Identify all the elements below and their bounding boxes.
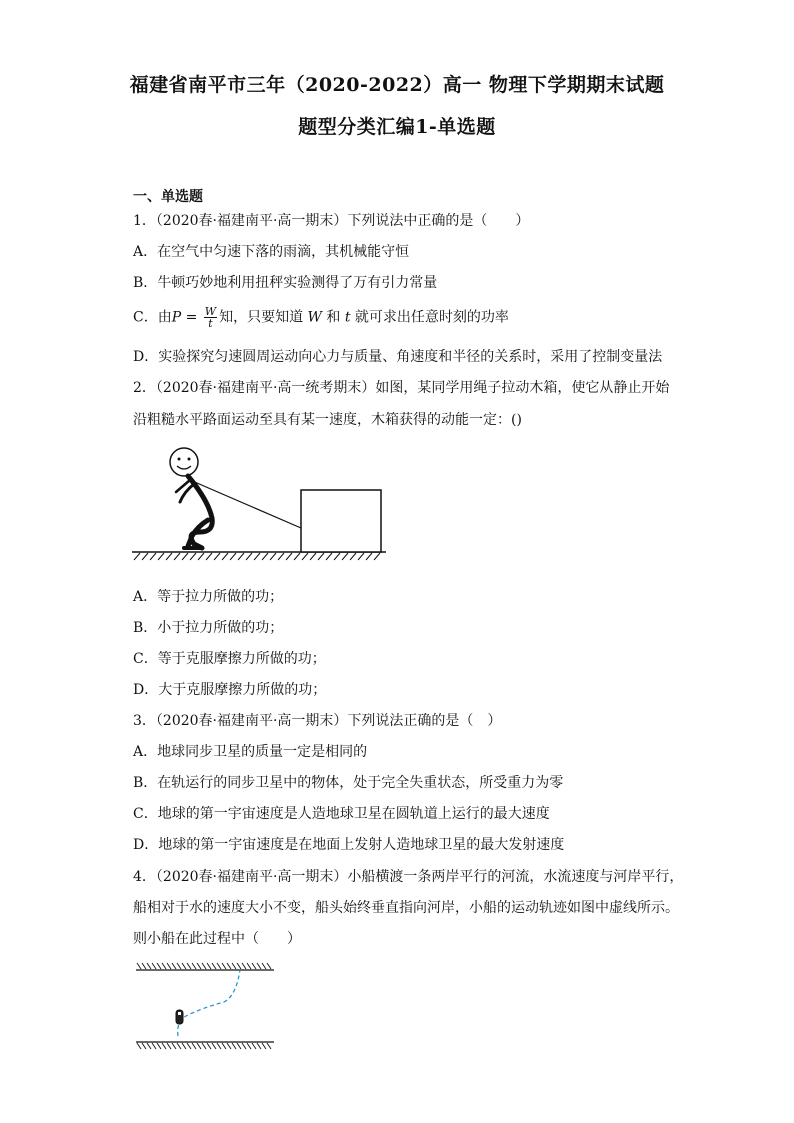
q1-c-prefix: C．由: [133, 309, 172, 326]
q1-option-c: [133, 306, 509, 329]
q1-c-power-symbol: P: [171, 309, 182, 326]
q4-stem-line3: 则小船在此过程中（ ）: [133, 931, 301, 947]
q4-figure-river-boat: [132, 960, 278, 1052]
q2-option-b: B．小于拉力所做的功；: [133, 620, 284, 636]
q4-stem-line2: 船相对于水的速度大小不变，船头始终垂直指向河岸，小船的运动轨迹如图中虚线所示。: [133, 900, 679, 916]
q1-c-denominator: t: [208, 317, 213, 330]
q1-option-d: D．实验探究匀速圆周运动向心力与质量、角速度和半径的关系时，采用了控制变量法: [133, 349, 663, 365]
q1-c-time-symbol: t: [344, 309, 351, 326]
q1-c-suffix: 就可求出任意时刻的功率: [350, 309, 509, 326]
document-title-line2: 题型分类汇编1-单选题: [298, 116, 496, 138]
document-title-line1: 福建省南平市三年（2020-2022）高一 物理下学期期末试题: [129, 74, 665, 96]
q1-option-a: A．在空气中匀速下落的雨滴，其机械能守恒: [133, 244, 410, 260]
q1-c-numerator: W: [204, 305, 217, 318]
q3-option-d: D．地球的第一宇宙速度是在地面上发射人造地球卫星的最大发射速度: [133, 837, 565, 853]
q1-c-and: 和: [321, 309, 345, 326]
q1-c-work-symbol: W: [307, 309, 322, 326]
q2-stem-line2: 沿粗糙水平路面运动至具有某一速度，木箱获得的动能一定：(): [133, 412, 522, 428]
q1-stem: 1．（2020春·福建南平·高一期末）下列说法中正确的是（ ）: [133, 213, 530, 229]
q2-option-a: A．等于拉力所做的功；: [133, 589, 284, 605]
q1-c-fraction: [204, 306, 217, 329]
section-heading: 一、单选题: [133, 189, 203, 205]
q3-stem: 3．（2020春·福建南平·高一期末）下列说法正确的是（ ）: [133, 713, 502, 729]
q2-figure-person-pulling-box: [128, 440, 392, 566]
q2-stem-line1: 2．（2020春·福建南平·高一统考期末）如图，某同学用绳子拉动木箱，使它从静止开始: [133, 380, 670, 396]
q4-stem-line1: 4．（2020春·福建南平·高一期末）小船横渡一条两岸平行的河流，水流速度与河岸平行，: [133, 869, 684, 885]
q3-option-c: C．地球的第一宇宙速度是人造地球卫星在圆轨道上运行的最大速度: [133, 806, 550, 822]
q3-option-b: B．在轨运行的同步卫星中的物体，处于完全失重状态，所受重力为零: [133, 775, 564, 791]
q1-option-b: B．牛顿巧妙地利用扭秤实验测得了万有引力常量: [133, 275, 438, 291]
q2-option-d: D．大于克服摩擦力所做的功；: [133, 682, 327, 698]
q3-option-a: A．地球同步卫星的质量一定是相同的: [133, 744, 368, 760]
q1-c-equals: =: [181, 309, 202, 326]
q2-option-c: C．等于克服摩擦力所做的功；: [133, 651, 326, 667]
q1-c-mid: 知，只要知道: [219, 309, 308, 326]
